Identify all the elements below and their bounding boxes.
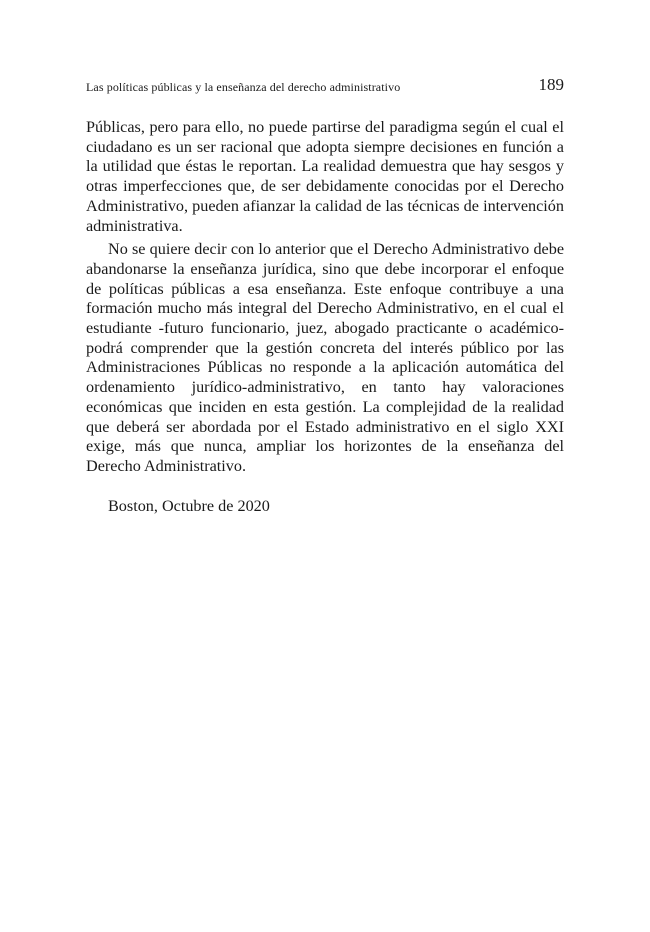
- body-text: [86, 118, 564, 477]
- paragraph-continued: Públicas, pero para ello, no puede partirse del paradigma según el cual el ciudadano es un ser racional que adopta siempre decisiones en función a la utilidad que éstas le reportan. La realidad demuestra que hay sesgos y otras imperfecciones que, de ser debidamente conocidas por el Derecho Administrativo, pueden afianzar la calidad de las técnicas de intervención administrativa.: [86, 118, 564, 235]
- place-date-signoff: Boston, Octubre de 2020: [108, 497, 270, 515]
- page-number: 189: [538, 75, 564, 94]
- running-title: Las políticas públicas y la enseñanza del derecho administrativo: [86, 80, 401, 94]
- paragraph: No se quiere decir con lo anterior que el Derecho Administrativo debe abandonarse la enseñanza jurídica, sino que debe incorporar el enfoque de políticas públicas a esa enseñanza. Este enfoque contribuye a una formación mucho más integral del Derecho Administrativo, en el cual el estudiante -futuro funcionario, juez, abogado practicante o académico- podrá comprender que la gestión concreta del interés público por las Administraciones Públicas no responde a la aplicación automática del ordenamiento jurídico-administrativo, en tanto hay valoraciones económicas que inciden en esta gestión. La complejidad de la realidad que deberá ser abordada por el Estado administrativo en el siglo XXI exige, más que nunca, ampliar los horizontes de la enseñanza del Derecho Administrativo.: [86, 240, 564, 475]
- running-header: [86, 75, 564, 98]
